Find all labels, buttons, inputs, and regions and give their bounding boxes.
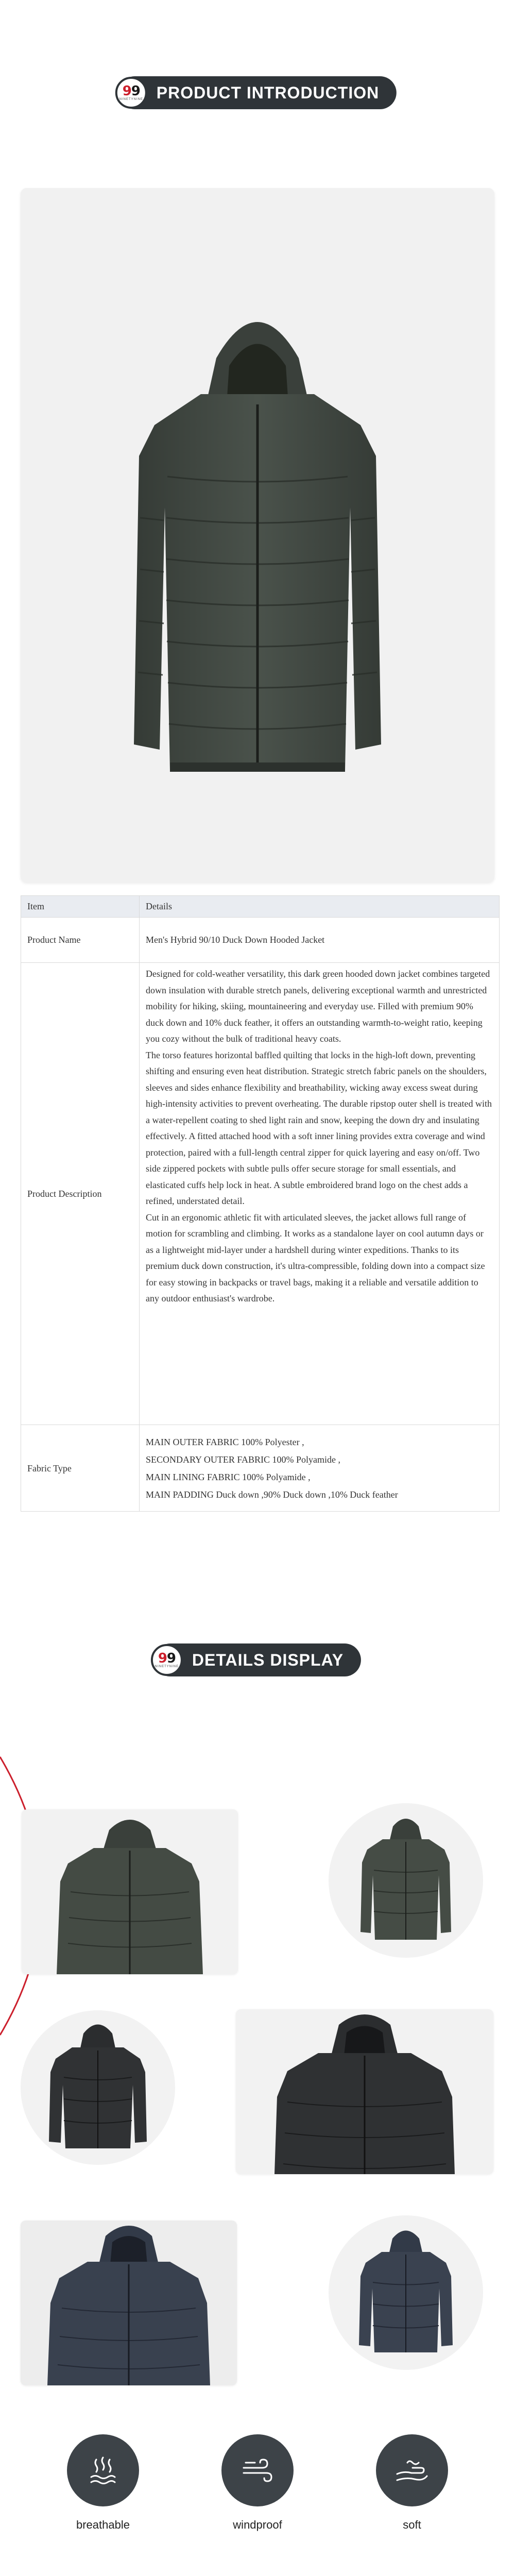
details-display-banner: [154, 1643, 361, 1676]
soft-icon: [376, 2434, 448, 2506]
header-item: Item: [21, 896, 140, 918]
detail-photo-navy-front: [21, 2221, 237, 2385]
brand-logo: [115, 77, 147, 109]
detail-photo-green-circle: [329, 1803, 483, 1958]
jacket-navy-illustration: [21, 2221, 237, 2385]
windproof-icon: [221, 2434, 294, 2506]
fabric-line: MAIN OUTER FABRIC 100% Polyester ,: [146, 1436, 304, 1447]
jacket-front-illustration: [21, 188, 494, 883]
spec-table: [21, 895, 500, 1512]
detail-photo-green-front: [22, 1809, 238, 1974]
section-title: PRODUCT INTRODUCTION: [156, 83, 380, 102]
table-row: [21, 963, 500, 1425]
table-row: [21, 918, 500, 963]
feature-label: soft: [403, 2518, 421, 2531]
brand-logo-subtext: NINETYNINE: [154, 1665, 179, 1668]
table-row: [21, 1425, 500, 1512]
jacket-black-illustration: [21, 2010, 175, 2165]
brand-logo-number: 99: [158, 1650, 176, 1666]
breathable-icon: [67, 2434, 139, 2506]
header-details: Details: [140, 896, 500, 918]
feature-soft: [350, 2434, 474, 2532]
product-name-value: Men's Hybrid 90/10 Duck Down Hooded Jacket: [140, 918, 500, 963]
brand-logo-number: 99: [122, 83, 140, 99]
feature-label: breathable: [76, 2518, 130, 2531]
detail-photo-black-circle: [21, 2010, 175, 2165]
table-header-row: [21, 896, 500, 918]
product-name-label: Product Name: [21, 918, 140, 963]
jacket-green-illustration: [22, 1809, 238, 1974]
feature-label: windproof: [233, 2518, 282, 2531]
detail-photo-black-hood: [236, 2009, 493, 2174]
description-paragraph-2: The torso features horizontal baffled quilting that locks in the high-loft down, preventing shifting and ensuring even heat distribution. Strategic stretch fabric panels on the shoulders, sleeves and sides enhance flexibility and breathability, wicking away excess sweat during high-intensity activities to prevent overheating. The durable ripstop outer shell is treated with a water-repellent coating to shed light rain and snow, keeping the down dry and insulating effectively. A fitted attached hood with a soft inner lining provides extra coverage and wind protection, paired with a full-length central zipper for quick layering and easy on/off. Two side zippered pockets with subtle pulls offer secure storage for small essentials, and elasticated cuffs help lock in heat. A subtle embroidered brand logo on the chest adds a refined, understated detail.: [146, 1049, 492, 1206]
product-description-value: [140, 963, 500, 1425]
section-title: DETAILS DISPLAY: [192, 1650, 344, 1669]
description-paragraph-1: Designed for cold-weather versatility, this dark green hooded down jacket combines targeted down insulation with durable stretch panels, delivering exceptional warmth and unrestricted mobility for hiking, skiing, mountaineering and everyday use. Filled with premium 90% duck down and 10% duck feather, it offers an outstanding warmth-to-weight ratio, keeping you cozy without the bulk of traditional heavy coats.: [146, 969, 490, 1044]
jacket-navy-illustration: [329, 2215, 483, 2370]
fabric-line: MAIN LINING FABRIC 100% Polyamide ,: [146, 1471, 311, 1482]
description-scroll[interactable]: [146, 963, 493, 1425]
product-hero-image: [21, 188, 494, 883]
fabric-line: SECONDARY OUTER FABRIC 100% Polyamide ,: [146, 1454, 341, 1465]
jacket-green-illustration: [329, 1803, 483, 1958]
product-introduction-banner: [118, 76, 397, 109]
brand-logo: [151, 1644, 183, 1676]
jacket-black-illustration: [236, 2009, 493, 2174]
feature-windproof: [196, 2434, 319, 2532]
fabric-type-label: Fabric Type: [21, 1425, 140, 1512]
product-description-label: Product Description: [21, 963, 140, 1425]
description-paragraph-3: Cut in an ergonomic athletic fit with articulated sleeves, the jacket allows full range of motion for scrambling and climbing. It works as a standalone layer on cool autumn days or as a lightweight mid-layer under a hardshell during winter expeditions. Thanks to its premium duck down construction, it's ultra-compressible, folding down into a compact size for easy stowing in backpacks or travel bags, making it a reliable and versatile addition to any outdoor enthusiast's wardrobe.: [146, 1212, 485, 1303]
fabric-type-value: [140, 1425, 500, 1512]
detail-photo-navy-circle: [329, 2215, 483, 2370]
fabric-line: MAIN PADDING Duck down ,90% Duck down ,10% Duck feather: [146, 1489, 398, 1500]
brand-logo-subtext: NINETYNINE: [119, 97, 143, 101]
feature-breathable: [41, 2434, 165, 2532]
